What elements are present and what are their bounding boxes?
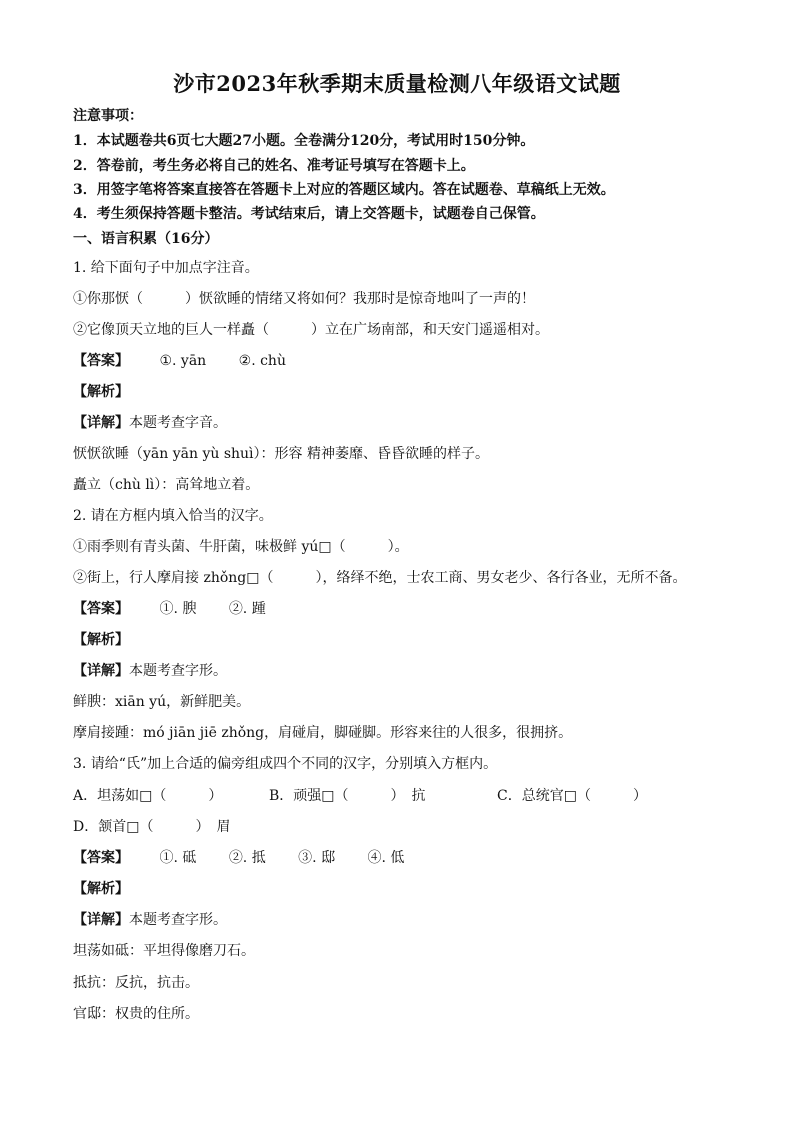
notice-item-2: 2．答卷前，考生务必将自己的姓名、准考证号填写在答题卡上。	[73, 158, 475, 174]
q1-sentence-1: ①你那恹（ ）恹欲睡的情绪又将如何？我那时是惊奇地叫了一声的！	[73, 291, 535, 307]
q3-stem: 3. 请给“氏”加上合适的偏旁组成四个不同的汉字，分别填入方框内。	[73, 756, 498, 772]
q3-answer-2: ②. 抵	[228, 850, 266, 866]
answer-tag: 【答案】	[73, 850, 129, 866]
q2-answer-2: ②. 踵	[228, 601, 266, 617]
q1-stem: 1. 给下面句子中加点字注音。	[73, 260, 259, 276]
detail-tag: 【详解】	[73, 663, 129, 679]
q3-note-3: 官邸：权贵的住所。	[73, 1006, 199, 1022]
answer-tag: 【答案】	[73, 601, 129, 617]
q2-sentence-2: ②街上，行人摩肩接 zhǒng□（ ），络绎不绝，士农工商、男女老少、各行各业，无所不备。	[73, 570, 687, 586]
notice-heading: 注意事项：	[73, 108, 143, 124]
answer-tag: 【答案】	[73, 353, 129, 369]
q2-note-2: 摩肩接踵：mó jiān jiē zhǒng，肩碰肩，脚碰脚。形容来往的人很多，很拥挤。	[73, 725, 573, 741]
q3-answer-1: ①. 砥	[159, 850, 197, 866]
q2-answer-1: ①. 腴	[159, 601, 197, 617]
q3-note-2: 抵抗：反抗，抗击。	[73, 975, 199, 991]
q2-stem: 2. 请在方框内填入恰当的汉字。	[73, 508, 273, 524]
q3-analysis-tag: 【解析】	[73, 881, 129, 897]
q1-detail-text: 本题考查字音。	[129, 415, 227, 431]
q3-option-a: A．坦荡如□（ ）	[73, 788, 223, 804]
q2-sentence-1: ①雨季则有青头菌、牛肝菌，味极鲜 yú□（ ）。	[73, 539, 409, 555]
q2-answer-row	[73, 599, 266, 619]
q1-detail	[73, 413, 227, 433]
q3-option-d: D．颔首□（ ） 眉	[73, 819, 231, 835]
q2-analysis-tag: 【解析】	[73, 632, 129, 648]
q3-note-1: 坦荡如砥：平坦得像磨刀石。	[73, 943, 255, 959]
section-heading: 一、语言积累（16分）	[73, 231, 219, 247]
detail-tag: 【详解】	[73, 415, 129, 431]
page-title: 沙市2023年秋季期末质量检测八年级语文试题	[173, 71, 621, 96]
q2-detail-text: 本题考查字形。	[129, 663, 227, 679]
q3-detail	[73, 910, 227, 930]
q2-detail	[73, 661, 227, 681]
q3-option-c: C．总统官□（ ）	[497, 788, 647, 804]
q1-analysis-tag: 【解析】	[73, 384, 129, 400]
q3-option-b: B．顽强□（ ） 抗	[269, 788, 426, 804]
notice-item-1: 1．本试题卷共6页七大题27小题。全卷满分120分，考试用时150分钟。	[73, 133, 535, 149]
detail-tag: 【详解】	[73, 912, 129, 928]
q3-detail-text: 本题考查字形。	[129, 912, 227, 928]
q1-answer-1: ①. yān	[159, 353, 207, 369]
q1-note-2: 矗立（chù lì）：高耸地立着。	[73, 477, 260, 493]
q1-note-1: 恹恹欲睡（yān yān yù shuì）：形容 精神萎靡、昏昏欲睡的样子。	[73, 446, 489, 462]
q1-answer-2: ②. chù	[238, 353, 286, 369]
q3-answer-4: ④. 低	[367, 850, 405, 866]
q1-answer-row	[73, 351, 286, 371]
q3-options-row-1	[73, 786, 647, 806]
q3-answer-row	[73, 848, 404, 868]
notice-item-4: 4．考生须保持答题卡整洁。考试结束后，请上交答题卡，试题卷自己保管。	[73, 206, 545, 222]
q1-sentence-2: ②它像顶天立地的巨人一样矗（ ）立在广场南部，和天安门遥遥相对。	[73, 322, 549, 338]
q3-answer-3: ③. 邸	[298, 850, 336, 866]
q2-note-1: 鲜腴：xiān yú，新鲜肥美。	[73, 694, 251, 710]
notice-item-3: 3．用签字笔将答案直接答在答题卡上对应的答题区域内。答在试题卷、草稿纸上无效。	[73, 182, 615, 198]
